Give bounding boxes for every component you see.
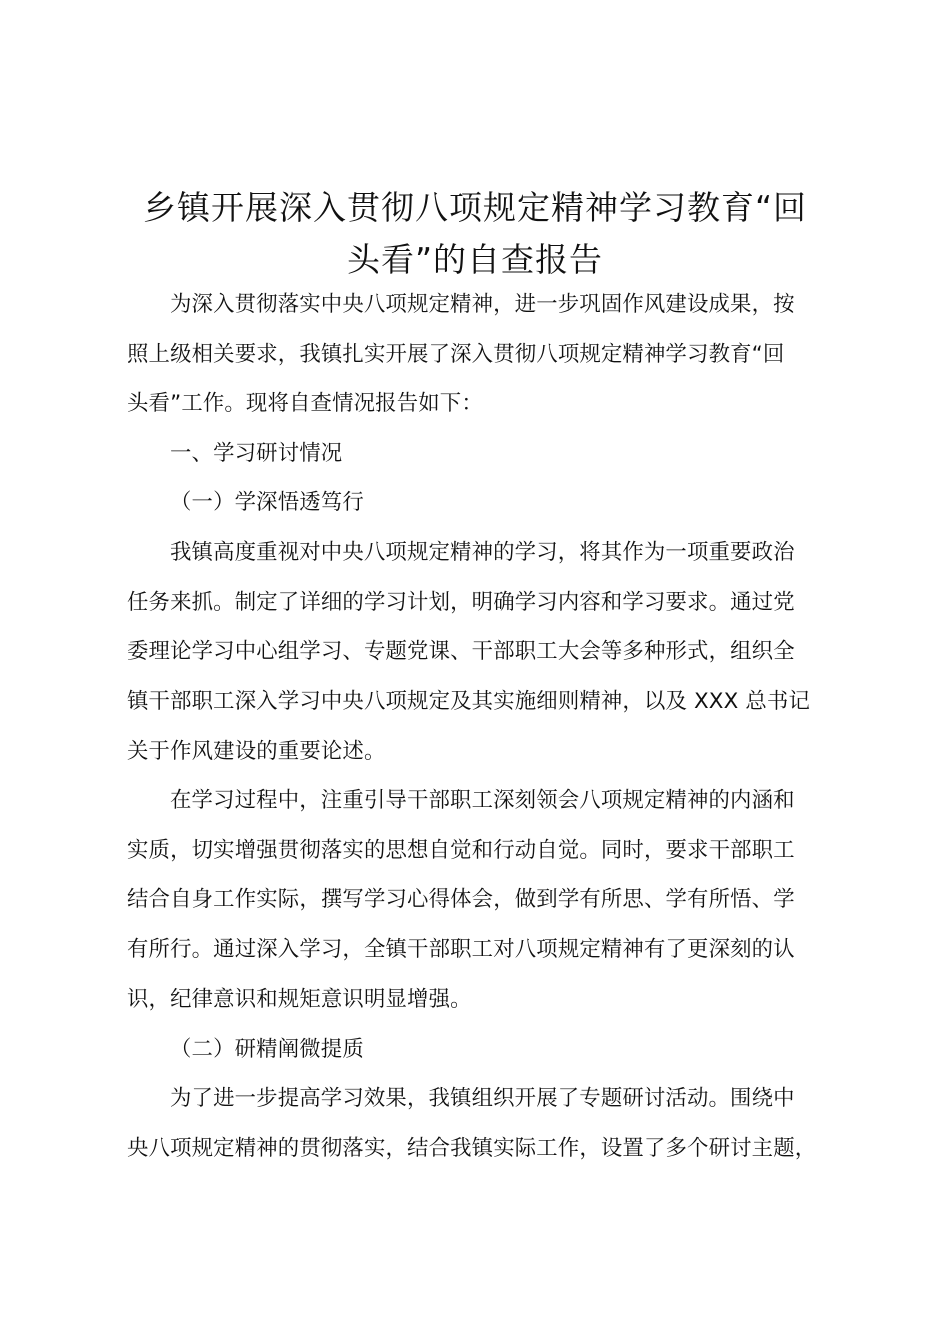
paragraph-3-line-5: 识，纪律意识和规矩意识明显增强。: [127, 987, 472, 1012]
subsection-1-heading: （一）学深悟透笃行: [170, 490, 364, 515]
document-title: [110, 182, 840, 286]
title-line-2: 头看”的自查报告: [346, 240, 604, 279]
paragraph-3-line-2: 实质，切实增强贯彻落实的思想自觉和行动自觉。同时，要求干部职工: [127, 838, 795, 863]
title-line-1: 乡镇开展深入贯彻八项规定精神学习教育“回: [142, 188, 808, 227]
paragraph-2-line-2: 任务来抓。制定了详细的学习计划，明确学习内容和学习要求。通过党: [127, 590, 795, 615]
paragraph-1-line-3: 头看”工作。现将自查情况报告如下：: [127, 391, 483, 416]
paragraph-2-line-1: 我镇高度重视对中央八项规定精神的学习，将其作为一项重要政治: [170, 540, 795, 565]
paragraph-3-line-4: 有所行。通过深入学习，全镇干部职工对八项规定精神有了更深刻的认: [127, 937, 795, 962]
paragraph-2-line-4: 镇干部职工深入学习中央八项规定及其实施细则精神，以及 XXX 总书记: [127, 689, 810, 714]
subsection-2-heading: （二）研精阐微提质: [170, 1037, 364, 1062]
paragraph-1-line-1: 为深入贯彻落实中央八项规定精神，进一步巩固作风建设成果，按: [170, 292, 795, 317]
paragraph-4-line-2: 央八项规定精神的贯彻落实，结合我镇实际工作，设置了多个研讨主题，: [127, 1136, 817, 1161]
section-1-heading: 一、学习研讨情况: [170, 441, 343, 466]
paragraph-3-line-1: 在学习过程中，注重引导干部职工深刻领会八项规定精神的内涵和: [170, 788, 795, 813]
paragraph-2-line-3: 委理论学习中心组学习、专题党课、干部职工大会等多种形式，组织全: [127, 639, 795, 664]
paragraph-4-line-1: 为了进一步提高学习效果，我镇组织开展了专题研讨活动。围绕中: [170, 1086, 795, 1111]
paragraph-1-line-2: 照上级相关要求，我镇扎实开展了深入贯彻八项规定精神学习教育“回: [127, 342, 785, 367]
paragraph-3-line-3: 结合自身工作实际，撰写学习心得体会，做到学有所思、学有所悟、学: [127, 887, 795, 912]
paragraph-2-line-5: 关于作风建设的重要论述。: [127, 739, 386, 764]
